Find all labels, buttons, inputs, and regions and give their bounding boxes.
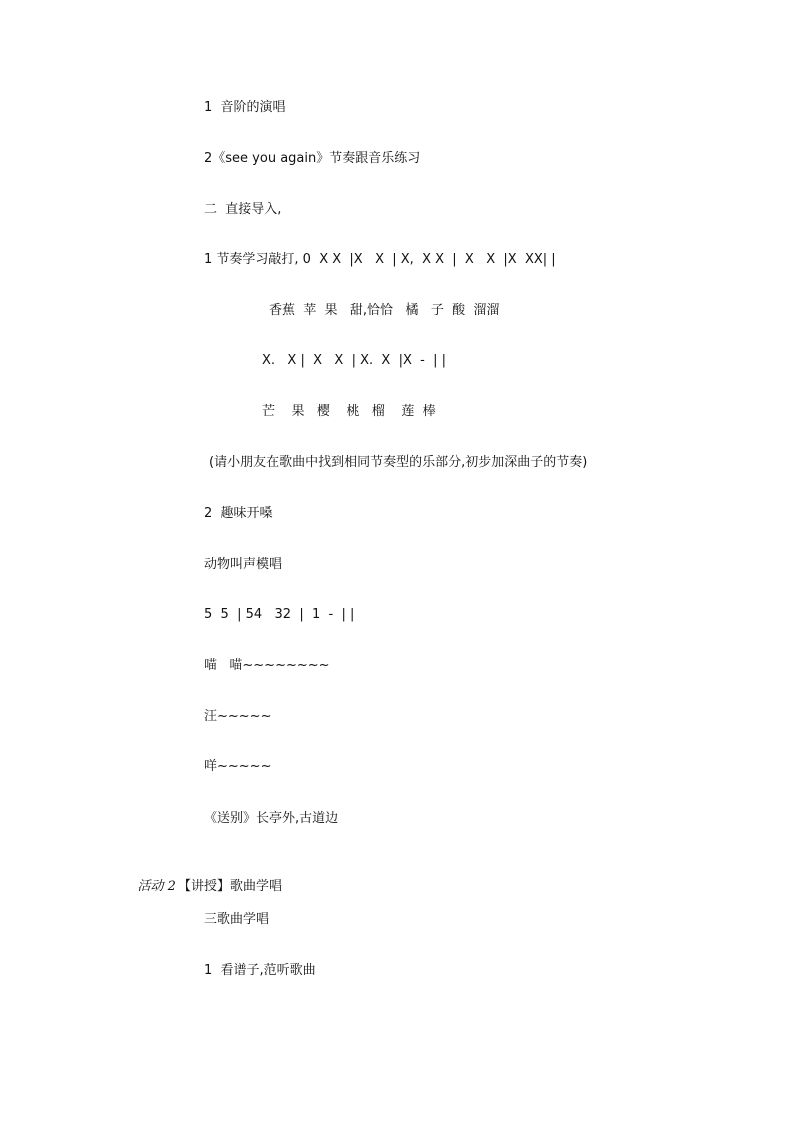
scale-singing-line: 1 音阶的演唱 bbox=[204, 100, 286, 115]
section-three-heading: 三歌曲学唱 bbox=[204, 912, 270, 927]
rhythm-practice-line: 2《see you again》节奏跟音乐练习 bbox=[204, 151, 421, 166]
warmup-heading: 2 趣味开嗓 bbox=[204, 506, 273, 521]
activity-label: 活动 2 bbox=[137, 879, 176, 894]
activity-heading bbox=[121, 860, 282, 914]
instruction-note: (请小朋友在歌曲中找到相同节奏型的乐部分,初步加深曲子的节奏) bbox=[209, 455, 588, 470]
section-two-heading: 二 直接导入, bbox=[204, 202, 282, 217]
baa-line: 咩~~~~~ bbox=[204, 759, 272, 774]
woof-line: 汪~~~~~ bbox=[204, 709, 272, 724]
melody-notation-line: 5 5 | 54 32 | 1 - | | bbox=[204, 607, 355, 622]
rhythm-notation-line-2: X. X | X X | X. X |X - | | bbox=[262, 353, 446, 368]
song-farewell-line: 《送别》长亭外,古道边 bbox=[204, 811, 339, 826]
rhythm-notation-line: 1 节奏学习敲打, 0 X X |X X | X, X X | X X |X XX| | bbox=[204, 252, 556, 267]
activity-title: 【讲授】歌曲学唱 bbox=[177, 879, 282, 894]
listen-song-line: 1 看谱子,范听歌曲 bbox=[204, 963, 316, 978]
animal-sounds-line: 动物叫声模唱 bbox=[204, 557, 283, 572]
fruit-lyrics-line-2: 芒 果 樱 桃 榴 莲 棒 bbox=[262, 404, 436, 419]
fruit-lyrics-line-1: 香蕉 苹 果 甜,恰恰 橘 子 酸 溜溜 bbox=[269, 303, 500, 318]
meow-line: 喵 喵~~~~~~~~ bbox=[204, 658, 330, 673]
